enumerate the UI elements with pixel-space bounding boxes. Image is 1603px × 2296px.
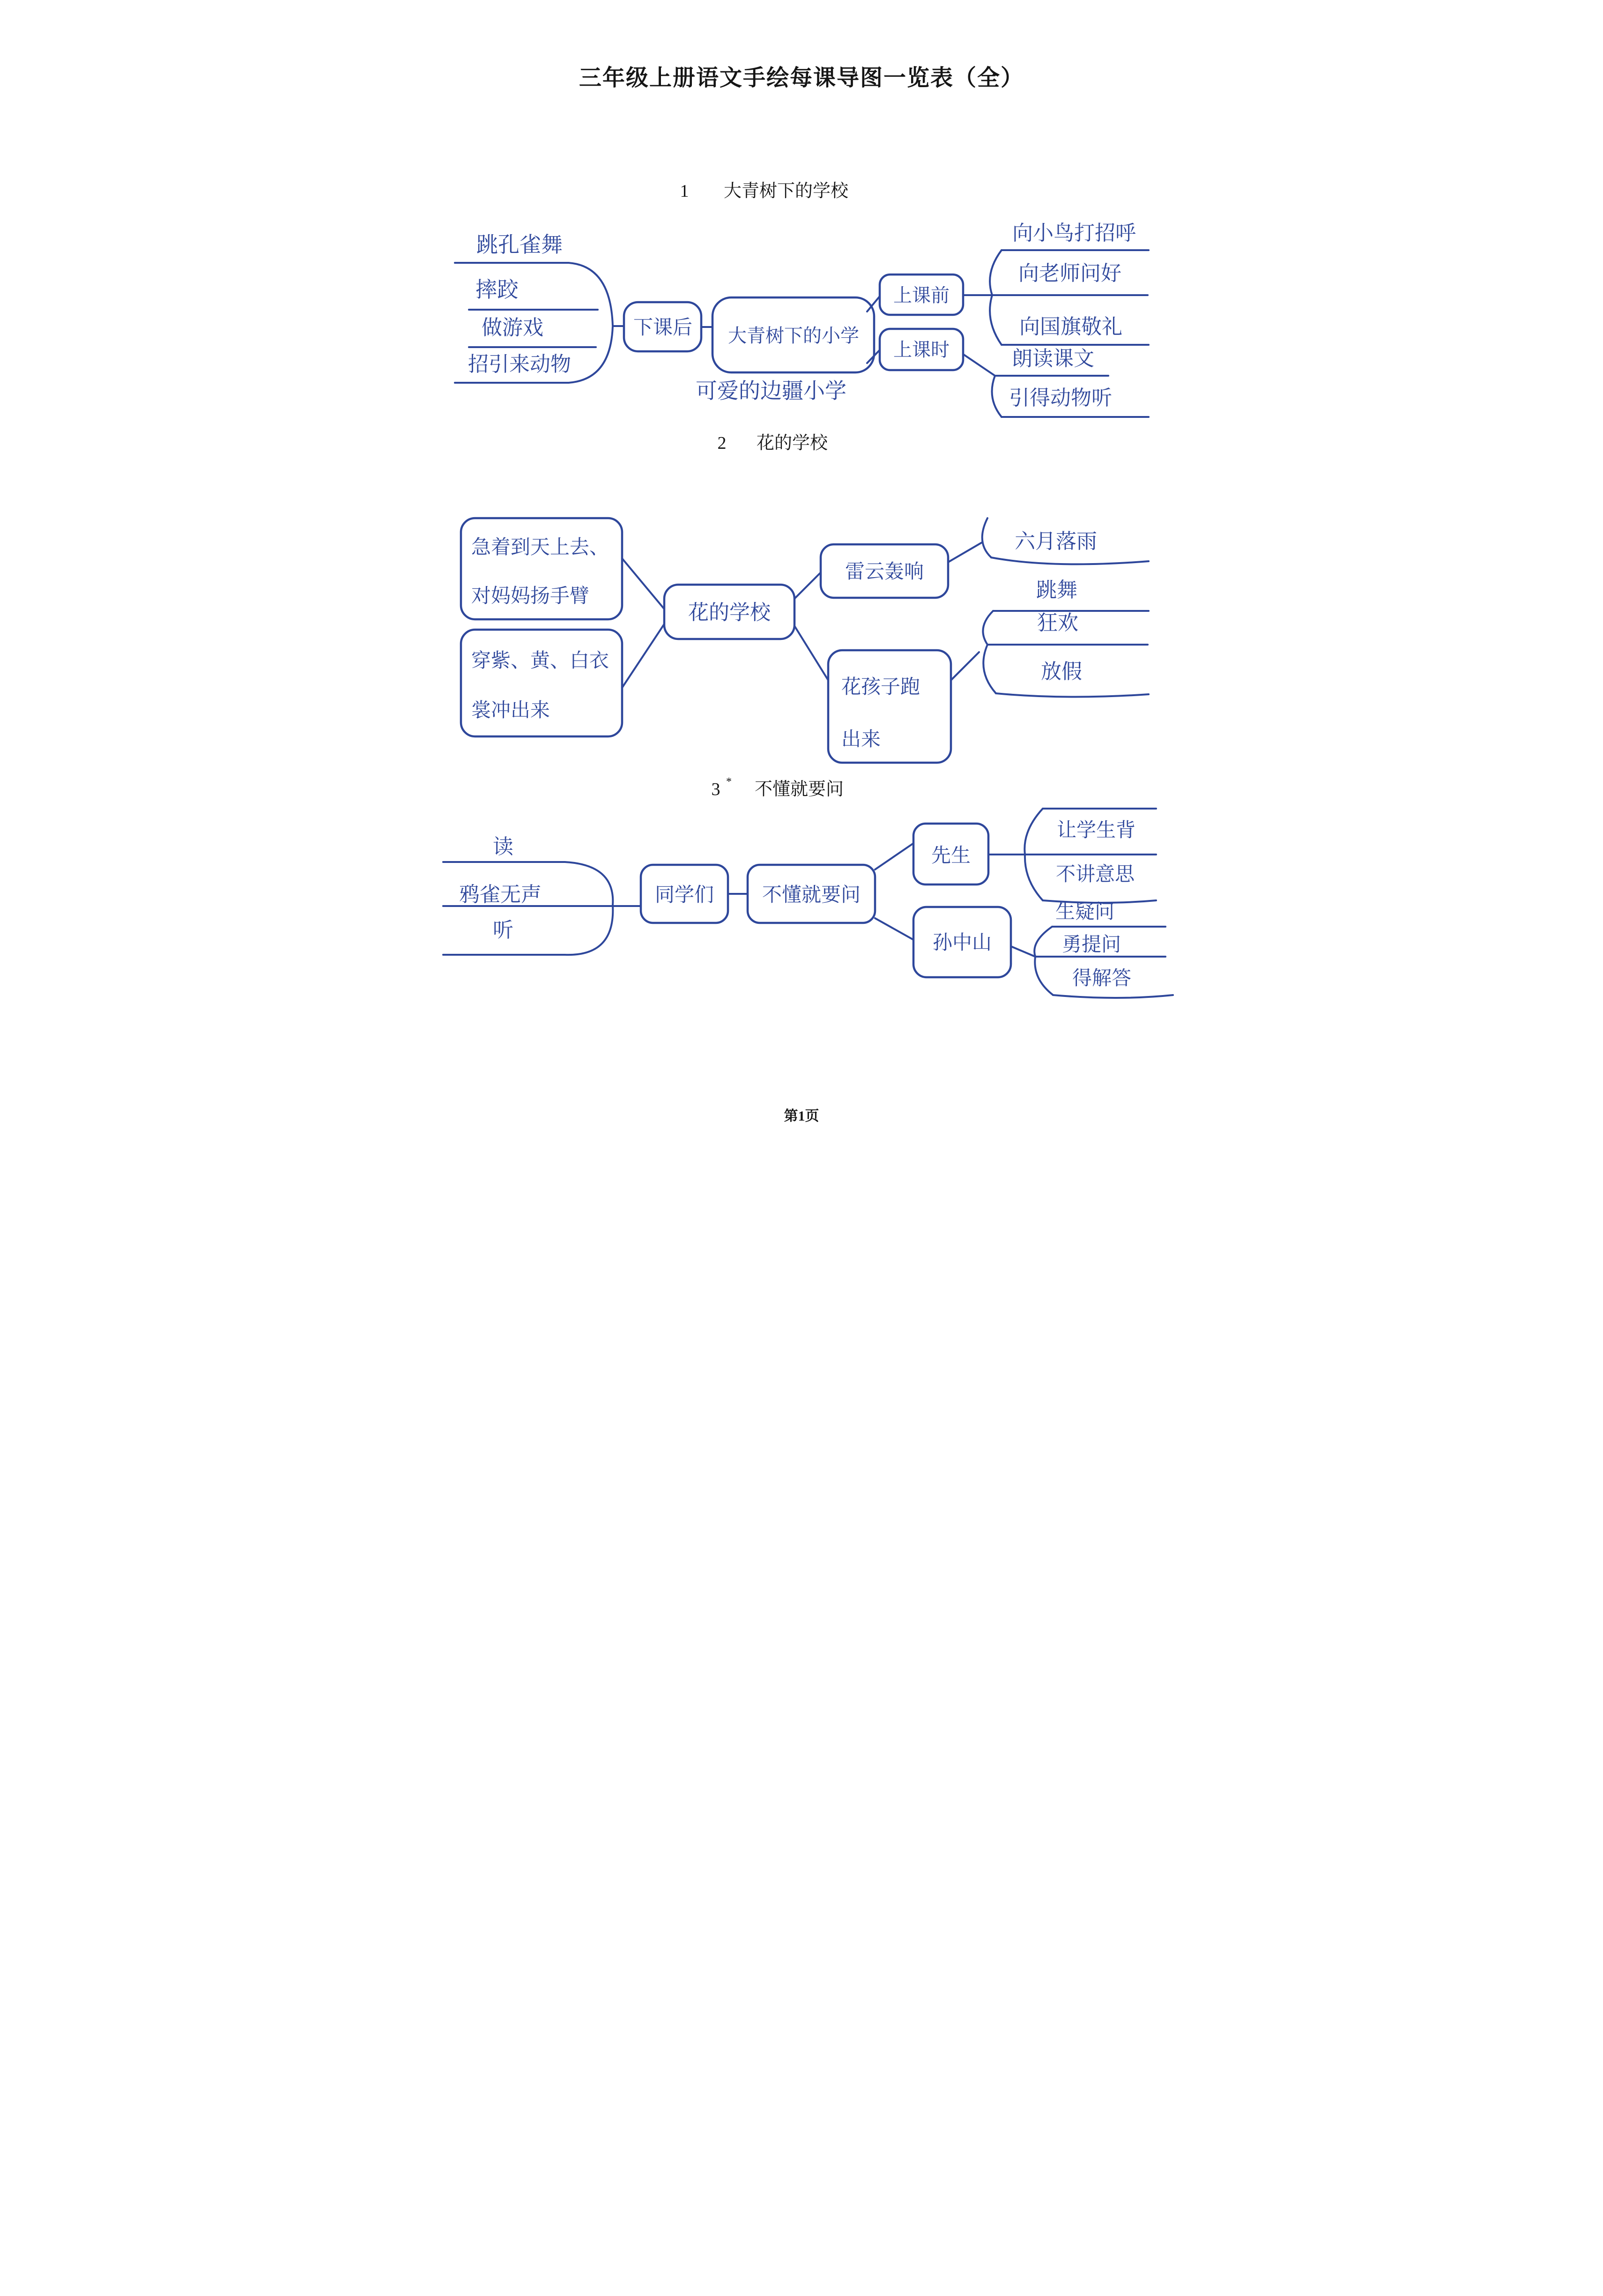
map2-link-clothes-to-center — [622, 624, 664, 688]
map3-center-node-label: 不懂就要问 — [762, 883, 861, 906]
map2-thunder-bracket-connector — [948, 542, 982, 562]
map1-before-item-bird: 向小鸟打招呼 — [1012, 221, 1136, 245]
lesson3-number: 3 — [711, 780, 720, 799]
map2-leftbox-sky-line2: 对妈妈扬手臂 — [471, 584, 589, 607]
map1-center-note: 可爱的边疆小学 — [695, 378, 846, 403]
lesson2-title: 花的学校 — [756, 433, 828, 453]
map2-branch-to-children — [794, 626, 828, 680]
map1-during-item-read: 朗读课文 — [1011, 347, 1094, 371]
map1-during-bracket-arc — [992, 376, 1001, 417]
map3-sun-item-ask: 勇提问 — [1061, 933, 1121, 956]
map3-sun-item-answer: 得解答 — [1072, 966, 1131, 989]
map2-branch-to-thunder — [794, 572, 821, 599]
map1-before-node-label: 上课前 — [893, 285, 950, 306]
map2-thunder-bracket-arc — [982, 518, 991, 557]
map3-classmates-item-read: 读 — [492, 835, 513, 859]
map2-children-node-line2: 出来 — [841, 728, 881, 750]
map2-thunder-item-rain: 六月落雨 — [1014, 529, 1097, 553]
map3-sun-node-label: 孙中山 — [932, 931, 992, 954]
map1-afterclass-item-games: 做游戏 — [481, 316, 543, 340]
map1-during-node-label: 上课时 — [893, 339, 950, 361]
map3-sun-underline-3 — [1053, 995, 1173, 998]
mindmap-canvas — [401, 0, 1202, 1148]
map3-branch-to-teacher — [875, 843, 913, 869]
map1-afterclass-item-animals: 招引来动物 — [468, 352, 571, 376]
map2-link-sky-to-center — [622, 558, 664, 609]
map3-sun-bracket-arc — [1034, 927, 1053, 995]
map2-children-item-holiday: 放假 — [1040, 660, 1082, 684]
map3-branch-to-sun — [875, 918, 913, 940]
lesson3-title: 不懂就要问 — [754, 780, 844, 799]
map3-teacher-node-label: 先生 — [931, 844, 971, 867]
map3-classmates-node-label: 同学们 — [654, 883, 714, 906]
map1-during-bracket-connector — [963, 354, 995, 376]
page-footer: 第1页 — [784, 1108, 819, 1124]
map2-children-item-revel: 狂欢 — [1037, 611, 1078, 635]
map3-sun-item-doubt: 生疑问 — [1055, 900, 1114, 923]
lesson3-star: * — [726, 776, 732, 788]
map1-center-node-label: 大青树下的小学 — [727, 325, 859, 347]
map3-teacher-item-recite: 让学生背 — [1056, 818, 1135, 841]
lesson1-title: 大青树下的学校 — [723, 181, 848, 201]
map1-before-item-flag: 向国旗敬礼 — [1019, 315, 1122, 339]
scanned-worksheet-page — [401, 0, 1202, 1148]
map2-leftbox-clothes-line1: 穿紫、黄、白衣 — [471, 649, 609, 672]
map3-teacher-item-nomeaning: 不讲意思 — [1055, 862, 1135, 885]
map3-classmates-item-listen: 听 — [492, 918, 513, 942]
map3-classmates-item-silent: 鸦雀无声 — [459, 883, 542, 907]
map3-left-bracket-bottom — [443, 905, 613, 955]
map2-leftbox-clothes-line2: 裳冲出来 — [471, 698, 550, 721]
map2-thunder-underline — [991, 557, 1149, 564]
map1-before-item-teacher: 向老师问好 — [1018, 261, 1121, 285]
lesson2-number: 2 — [717, 433, 726, 453]
map2-children-item-dance: 跳舞 — [1036, 578, 1077, 602]
map2-children-bracket-arc — [983, 611, 996, 693]
map2-children-bracket-connector — [951, 652, 979, 680]
map2-children-node-line1: 花孩子跑 — [841, 675, 920, 698]
map2-thunder-node-label: 雷云轰响 — [845, 560, 924, 583]
lesson1-number: 1 — [680, 181, 689, 201]
map1-afterclass-item-wrestle: 摔跤 — [475, 277, 519, 302]
map3-sun-bracket-connector — [1011, 946, 1035, 957]
page-title: 三年级上册语文手绘每课导图一览表（全） — [579, 66, 1024, 90]
map1-during-item-animals: 引得动物听 — [1009, 386, 1112, 410]
map2-children-underline-3 — [996, 693, 1149, 697]
map1-before-bracket-arc — [990, 250, 1002, 345]
map1-afterclass-node-label: 下课后 — [633, 316, 692, 339]
map2-center-node-label: 花的学校 — [688, 601, 771, 624]
map2-leftbox-sky-line1: 急着到天上去、 — [471, 535, 609, 558]
map1-afterclass-item-dance: 跳孔雀舞 — [476, 232, 563, 257]
